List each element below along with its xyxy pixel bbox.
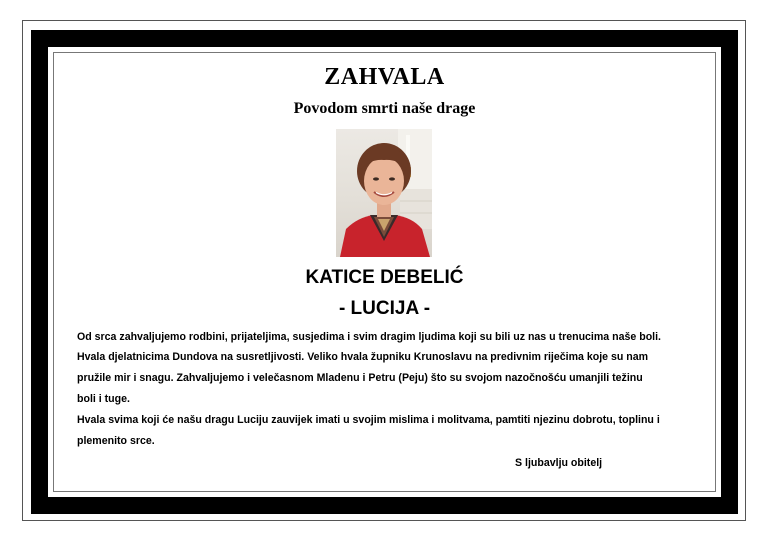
portrait-illustration xyxy=(336,129,432,257)
notice-title: ZAHVALA xyxy=(324,64,445,90)
message-line: pružile mir i snagu. Zahvaljujemo i velečasnom Mladenu i Petru (Peju) što su svojom nazočnošću umanjili težinu xyxy=(77,372,643,384)
notice-subtitle: Povodom smrti naše drage xyxy=(293,100,476,117)
signature: S ljubavlju obitelj xyxy=(515,457,603,469)
portrait-photo xyxy=(336,129,432,257)
message-line: plemenito srce. xyxy=(77,435,155,447)
message-line: Hvala djelatnicima Dundova na susretljivosti. Veliko hvala župniku Krunoslavu na predivnim riječima koje su nam xyxy=(77,351,649,363)
message-line: boli i tuge. xyxy=(77,393,130,405)
deceased-nickname: - LUCIJA - xyxy=(338,298,431,319)
message-line: Od srca zahvaljujemo rodbini, prijateljima, susjedima i svim dragim ljudima koji su bili uz nas u trenucima naše boli. xyxy=(77,331,661,343)
deceased-name: KATICE DEBELIĆ xyxy=(305,267,464,288)
message-line: Hvala svima koji će našu dragu Luciju zauvijek imati u svojim mislima i molitvama, pamtiti njezinu dobrotu, toplinu i xyxy=(77,414,660,426)
notice-content xyxy=(53,52,716,492)
